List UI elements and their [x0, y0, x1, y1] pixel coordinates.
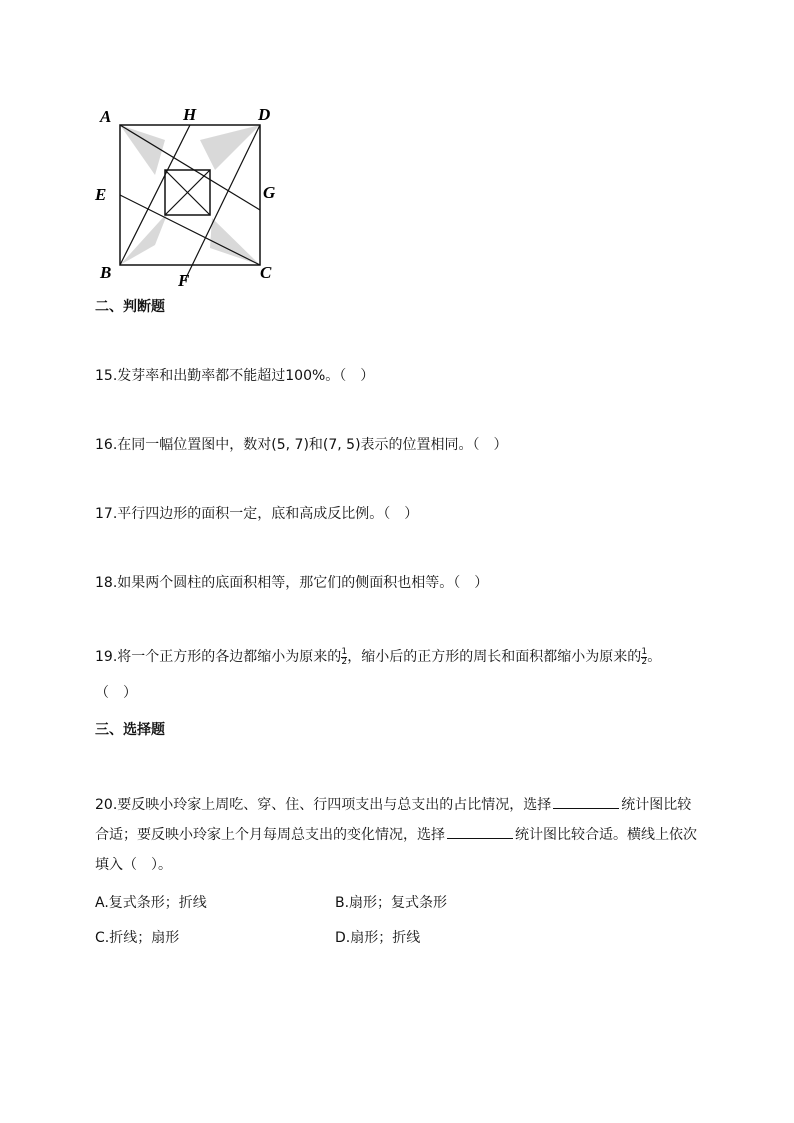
option-b[interactable]: B.扇形；复式条形 [335, 895, 448, 911]
label-e: E [95, 185, 107, 204]
question-20-text-3: 统计图比较合适。横线上依次填入（ ）。 [95, 827, 697, 873]
question-19 [95, 646, 661, 668]
label-c: C [260, 263, 272, 282]
section-heading-choice: 三、选择题 [95, 722, 165, 738]
question-19-text-3: 。 [647, 649, 662, 665]
geometry-figure [90, 100, 290, 290]
label-d: D [258, 105, 271, 124]
shaded-triangle-bottom-left [120, 212, 168, 265]
shaded-triangle-top-right [200, 125, 260, 170]
label-f: F [178, 271, 190, 290]
label-g: G [263, 183, 276, 202]
option-d[interactable]: D.扇形；折线 [335, 930, 421, 946]
option-c[interactable]: C.折线；扇形 [95, 930, 180, 946]
label-a: A [100, 107, 112, 126]
line-e-c [120, 195, 260, 265]
shaded-triangle-bottom-right [210, 218, 260, 265]
label-b: B [100, 263, 112, 282]
fill-blank-2[interactable] [447, 824, 513, 839]
fraction-numerator: 1 [341, 646, 348, 657]
option-a[interactable]: A.复式条形；折线 [95, 895, 207, 911]
fraction-numerator: 1 [641, 646, 648, 657]
fraction-denominator: 2 [341, 656, 348, 667]
question-19-text-1: 19.将一个正方形的各边都缩小为原来的 [95, 649, 342, 665]
question-17: 17.平行四边形的面积一定，底和高成反比例。（ ） [95, 506, 419, 522]
question-16: 16.在同一幅位置图中，数对(5, 7)和(7, 5)表示的位置相同。（ ） [95, 437, 508, 453]
question-19-bracket: （ ） [95, 685, 137, 701]
shaded-triangle-top-left [120, 125, 165, 175]
label-h: H [183, 105, 197, 124]
question-20-text-2: 统计图比较合适；要反映小玲家上个月每周总支出的变化情况，选择 [95, 797, 692, 843]
question-18: 18.如果两个圆柱的底面积相等，那它们的侧面积也相等。（ ） [95, 575, 489, 591]
question-20 [95, 790, 700, 880]
fraction-denominator: 2 [641, 656, 648, 667]
question-19-text-2: ，缩小后的正方形的周长和面积都缩小为原来的 [347, 649, 642, 665]
fill-blank-1[interactable] [553, 794, 619, 809]
section-heading-judge: 二、判断题 [95, 299, 165, 315]
question-15: 15.发芽率和出勤率都不能超过100%。（ ） [95, 368, 375, 384]
square-diagram [90, 100, 290, 290]
question-20-text-1: 20.要反映小玲家上周吃、穿、住、行四项支出与总支出的占比情况，选择 [95, 797, 552, 813]
